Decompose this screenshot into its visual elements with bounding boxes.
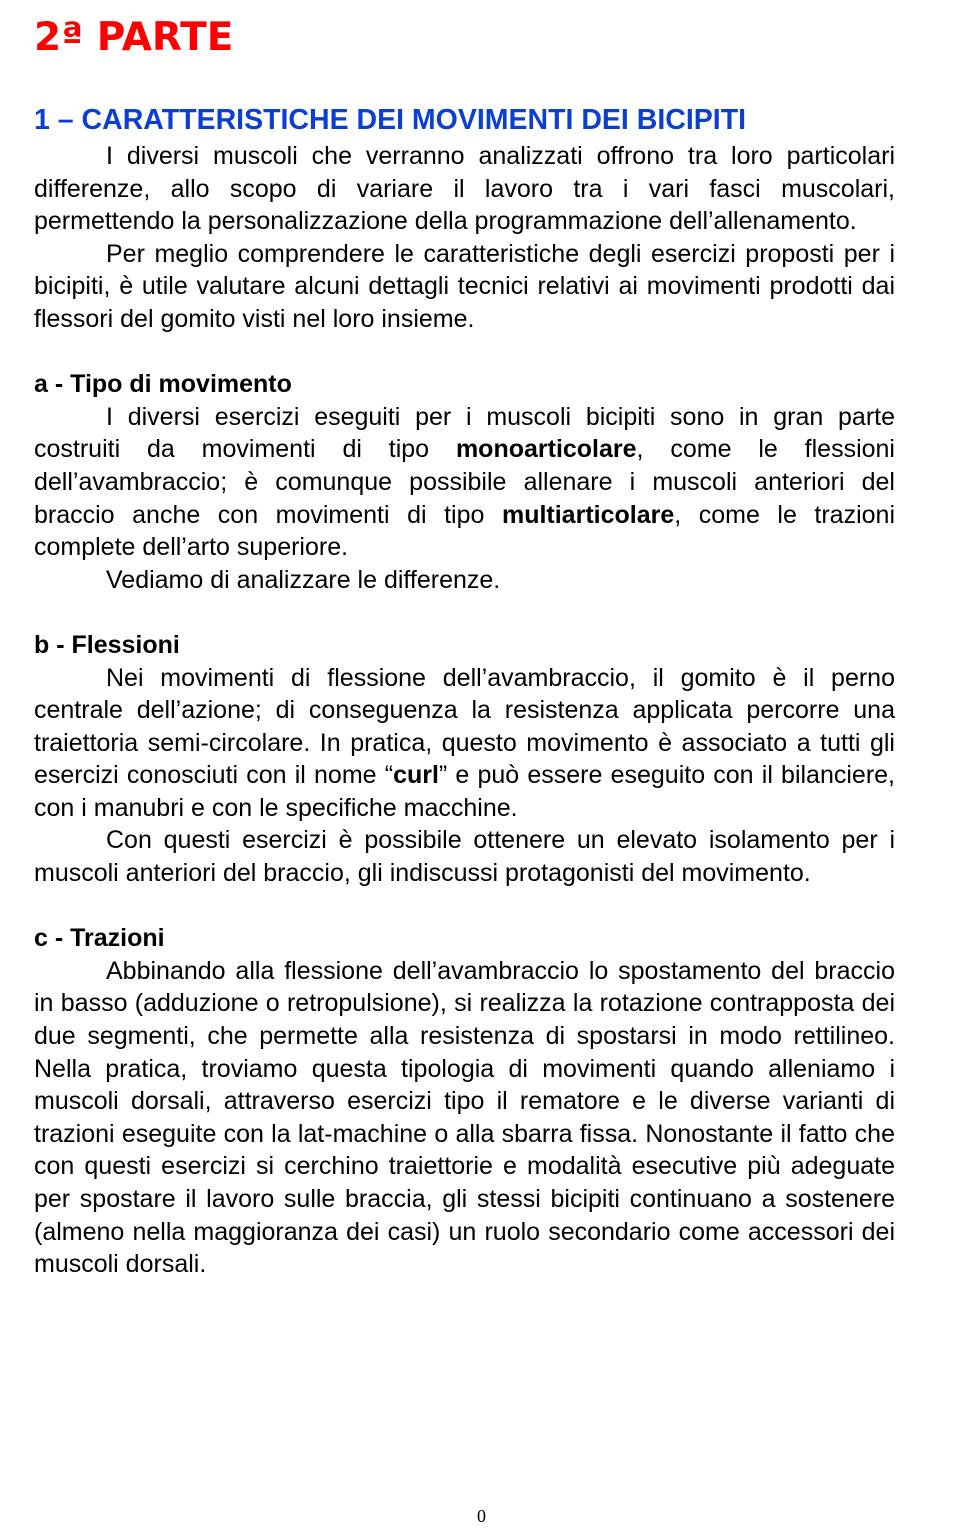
text-run: ” e può essere eseguito con il bilanciere, con i manubri e con le specifiche macchine. (34, 761, 895, 822)
page-number: 0 (477, 1506, 486, 1526)
section-c-paragraph-1: Abbinando alla flessione dell’avambraccio lo spostamento del braccio in basso (adduzione o retropulsione), si realizza la rotazione contrapposta dei due segmenti, che permette alla resistenza di spostarsi in modo rettilineo. Nella pratica, troviamo questa tipologia di movimenti quando alleniamo i muscoli dorsali, attraverso esercizi tipo il rematore e le diverse varianti di trazioni eseguite con la lat-machine o alla sbarra fissa. Nonostante il fatto che con questi esercizi si cerchino traiettorie e modalità esecutive più adeguate per spostare il lavoro sulle braccia, gli stessi bicipiti continuano a sostenere (almeno nella maggioranza dei casi) un ruolo secondario come accessori dei muscoli dorsali. (34, 956, 895, 1279)
part-title: 2ª PARTE (34, 15, 234, 60)
section-a-paragraph-2: Vediamo di analizzare le differenze. (106, 565, 501, 594)
section-c-title: c - Trazioni (34, 924, 165, 953)
section-a-title: a - Tipo di movimento (34, 370, 292, 399)
intro-paragraph-2: Per meglio comprendere le caratteristiche degli esercizi proposti per i bicipiti, è utile valutare alcuni dettagli tecnici relativi ai movimenti prodotti dai flessori del gomito visti nel loro insieme. (34, 239, 895, 333)
body-text (34, 140, 895, 1281)
section-b-paragraph-1 (34, 662, 895, 825)
section-title: 1 – CARATTERISTICHE DEI MOVIMENTI DEI BICIPITI (34, 104, 747, 136)
section-a-paragraph-1 (34, 401, 895, 564)
term-monoarticolare: monoarticolare (455, 435, 637, 464)
text-run: , come le trazioni complete dell’arto superiore. (34, 500, 896, 562)
text-run: I diversi esercizi eseguiti per i muscoli bicipiti sono in gran parte costruiti da movimenti di tipo (34, 402, 895, 464)
spacer (34, 890, 895, 923)
term-curl: curl (393, 761, 439, 790)
intro-paragraph-1: I diversi muscoli che verranno analizzati offrono tra loro particolari differenze, allo scopo di variare il lavoro tra i vari fasci muscolari, permettendo la personalizzazione della programmazione dell’allenamento. (34, 142, 895, 236)
text-run: , come le flessioni dell’avambraccio; è comunque possibile allenare i muscoli anteriori del braccio anche con movimenti di tipo (34, 435, 895, 529)
spacer (34, 336, 895, 369)
spacer (34, 596, 895, 629)
term-multiarticolare: multiarticolare (501, 500, 675, 529)
section-b-title: b - Flessioni (34, 630, 180, 659)
section-b-paragraph-2: Con questi esercizi è possibile ottenere un elevato isolamento per i muscoli anteriori del braccio, gli indiscussi protagonisti del movimento. (34, 826, 895, 888)
text-run: Nei movimenti di flessione dell’avambraccio, il gomito è il perno centrale dell’azione; di conseguenza la resistenza applicata percorre una traiettoria semi-circolare. In pratica, questo movimento è associato a tutti gli esercizi conosciuti con il nome “ (34, 663, 895, 790)
